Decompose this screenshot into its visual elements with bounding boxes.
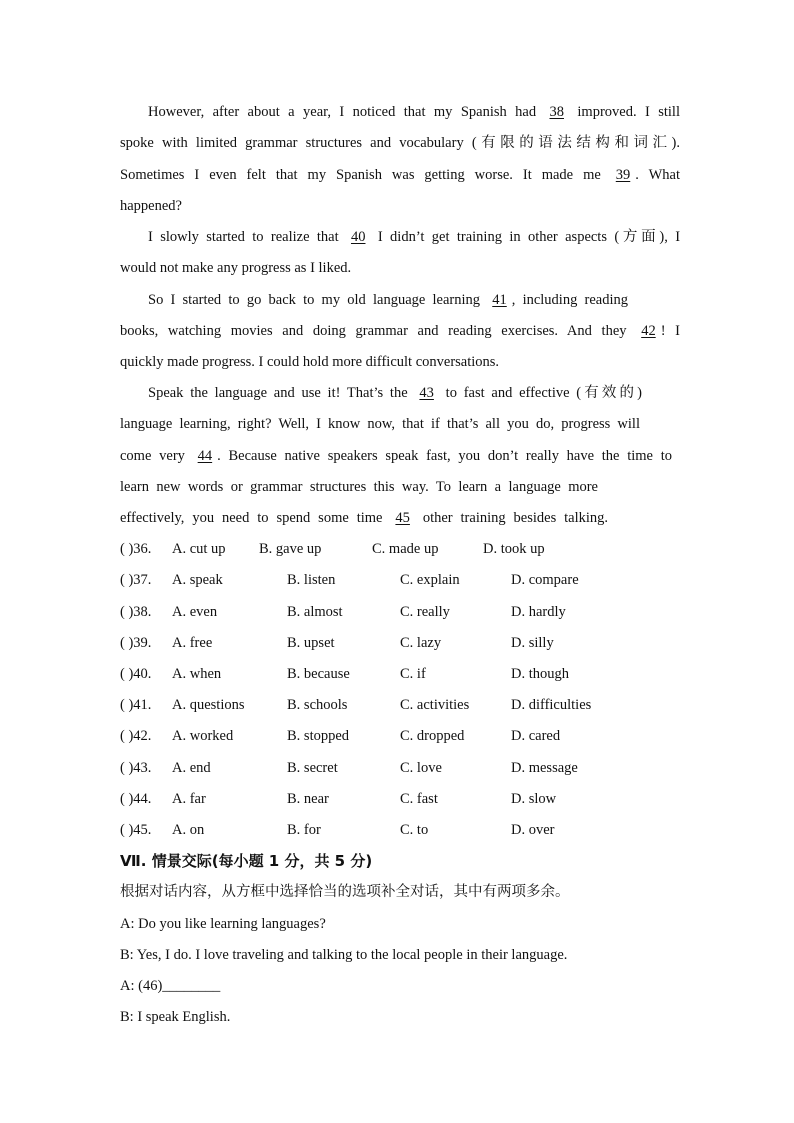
option-d: D. cared bbox=[511, 728, 561, 744]
option-c: C. dropped bbox=[400, 728, 465, 744]
question-number: ( )40. bbox=[120, 666, 152, 682]
passage-text: effectively, you need to spend some time bbox=[120, 510, 383, 526]
option-a: A. free bbox=[172, 635, 213, 651]
blank-42: 42 bbox=[641, 323, 656, 339]
option-a: A. even bbox=[172, 604, 218, 620]
passage-line-7 bbox=[148, 290, 628, 310]
blank-39: 39 bbox=[615, 167, 631, 183]
option-c: C. lazy bbox=[400, 635, 442, 651]
passage-text: books, watching movies and doing grammar and reading exercises. And they bbox=[120, 323, 627, 339]
option-d: D. hardly bbox=[511, 604, 566, 620]
blank-38: 38 bbox=[549, 104, 564, 120]
dialogue-line: B: Yes, I do. I love traveling and talking to the local people in their language. bbox=[120, 947, 568, 963]
option-d: D. though bbox=[511, 666, 569, 682]
option-c: C. fast bbox=[400, 791, 438, 807]
option-b: B. near bbox=[287, 791, 329, 807]
question-number: ( )38. bbox=[120, 604, 152, 620]
option-c: C. made up bbox=[372, 541, 439, 557]
option-d: D. over bbox=[511, 822, 555, 838]
option-b: B. upset bbox=[287, 635, 335, 651]
option-b: B. listen bbox=[287, 572, 336, 588]
question-38 bbox=[120, 602, 680, 622]
question-37 bbox=[120, 570, 680, 590]
passage-text: . What bbox=[635, 167, 680, 183]
option-a: A. when bbox=[172, 666, 222, 682]
passage-line-3 bbox=[120, 165, 680, 185]
passage-text: ! I bbox=[660, 323, 681, 339]
dialogue-line: B: I speak English. bbox=[120, 1009, 231, 1025]
option-a: A. end bbox=[172, 760, 211, 776]
question-number: ( )45. bbox=[120, 822, 152, 838]
option-d: D. message bbox=[511, 760, 578, 776]
section-instruction: 根据对话内容，从方框中选择恰当的选项补全对话，其中有两项多余。 bbox=[120, 884, 570, 900]
passage-text: Speak the language and use it! That’s the bbox=[148, 385, 408, 401]
passage-line-9: quickly made progress. I could hold more difficult conversations. bbox=[120, 354, 500, 370]
passage-line-1 bbox=[148, 102, 680, 122]
passage-text: So I started to go back to my old language learning bbox=[148, 292, 481, 308]
option-d: D. took up bbox=[483, 541, 545, 557]
question-number: ( )39. bbox=[120, 635, 152, 651]
question-number: ( )42. bbox=[120, 728, 152, 744]
question-42 bbox=[120, 726, 680, 746]
passage-line-13: learn new words or grammar structures this way. To learn a language more bbox=[120, 479, 598, 495]
option-c: C. love bbox=[400, 760, 442, 776]
question-number: ( )37. bbox=[120, 572, 152, 588]
passage-line-11: language learning, right? Well, I know now, that if that’s all you do, progress will bbox=[120, 416, 640, 432]
question-45 bbox=[120, 820, 680, 840]
question-43 bbox=[120, 758, 680, 778]
option-b: B. for bbox=[287, 822, 321, 838]
passage-text: other training besides talking. bbox=[422, 510, 609, 526]
option-c: C. to bbox=[400, 822, 429, 838]
question-40 bbox=[120, 664, 680, 684]
passage-text: . Because native speakers speak fast, you don’t really have the time to bbox=[217, 448, 672, 464]
option-c: C. explain bbox=[400, 572, 460, 588]
passage-text: Sometimes I even felt that my Spanish was getting worse. It made me bbox=[120, 167, 601, 183]
option-c: C. activities bbox=[400, 697, 470, 713]
question-36 bbox=[120, 539, 680, 559]
question-44 bbox=[120, 789, 680, 809]
option-b: B. stopped bbox=[287, 728, 350, 744]
passage-text: However, after about a year, I noticed that my Spanish had bbox=[148, 104, 537, 120]
dialogue-line: A: (46)________ bbox=[120, 978, 221, 994]
passage-text: to fast and effective (有效的) bbox=[445, 385, 642, 401]
question-number: ( )43. bbox=[120, 760, 152, 776]
option-d: D. difficulties bbox=[511, 697, 592, 713]
blank-41: 41 bbox=[492, 292, 507, 308]
option-b: B. because bbox=[287, 666, 350, 682]
question-number: ( )41. bbox=[120, 697, 152, 713]
passage-line-2: spoke with limited grammar structures and vocabulary (有限的语法结构和词汇). bbox=[120, 135, 680, 151]
blank-45: 45 bbox=[395, 510, 410, 526]
passage-text: I didn’t get training in other aspects (方面), I bbox=[377, 229, 681, 245]
option-d: D. slow bbox=[511, 791, 557, 807]
question-39 bbox=[120, 633, 680, 653]
passage-text: improved. I still bbox=[577, 104, 680, 120]
question-41 bbox=[120, 695, 680, 715]
option-d: D. compare bbox=[511, 572, 579, 588]
option-c: C. if bbox=[400, 666, 426, 682]
passage-text: come very bbox=[120, 448, 185, 464]
blank-43: 43 bbox=[419, 385, 434, 401]
option-a: A. cut up bbox=[172, 541, 226, 557]
question-number: ( )36. bbox=[120, 541, 152, 557]
blank-44: 44 bbox=[197, 448, 213, 464]
option-a: A. speak bbox=[172, 572, 223, 588]
passage-line-5 bbox=[148, 227, 680, 247]
option-a: A. far bbox=[172, 791, 206, 807]
passage-text: , including reading bbox=[511, 292, 629, 308]
passage-line-4: happened? bbox=[120, 198, 182, 214]
option-b: B. secret bbox=[287, 760, 338, 776]
option-c: C. really bbox=[400, 604, 450, 620]
passage-text: I slowly started to realize that bbox=[148, 229, 339, 245]
blank-40: 40 bbox=[350, 229, 366, 245]
passage-line-14 bbox=[120, 508, 608, 528]
question-number: ( )44. bbox=[120, 791, 152, 807]
passage-line-6: would not make any progress as I liked. bbox=[120, 260, 352, 276]
passage-line-12 bbox=[120, 446, 672, 466]
option-a: A. on bbox=[172, 822, 205, 838]
option-a: A. worked bbox=[172, 728, 234, 744]
section-heading: Ⅶ. 情景交际(每小题 1 分，共 5 分) bbox=[120, 852, 373, 870]
dialogue-line: A: Do you like learning languages? bbox=[120, 916, 326, 932]
option-a: A. questions bbox=[172, 697, 245, 713]
option-b: B. almost bbox=[287, 604, 343, 620]
option-b: B. gave up bbox=[259, 541, 322, 557]
passage-line-8 bbox=[120, 321, 680, 341]
passage-line-10 bbox=[148, 383, 642, 403]
option-b: B. schools bbox=[287, 697, 348, 713]
option-d: D. silly bbox=[511, 635, 554, 651]
